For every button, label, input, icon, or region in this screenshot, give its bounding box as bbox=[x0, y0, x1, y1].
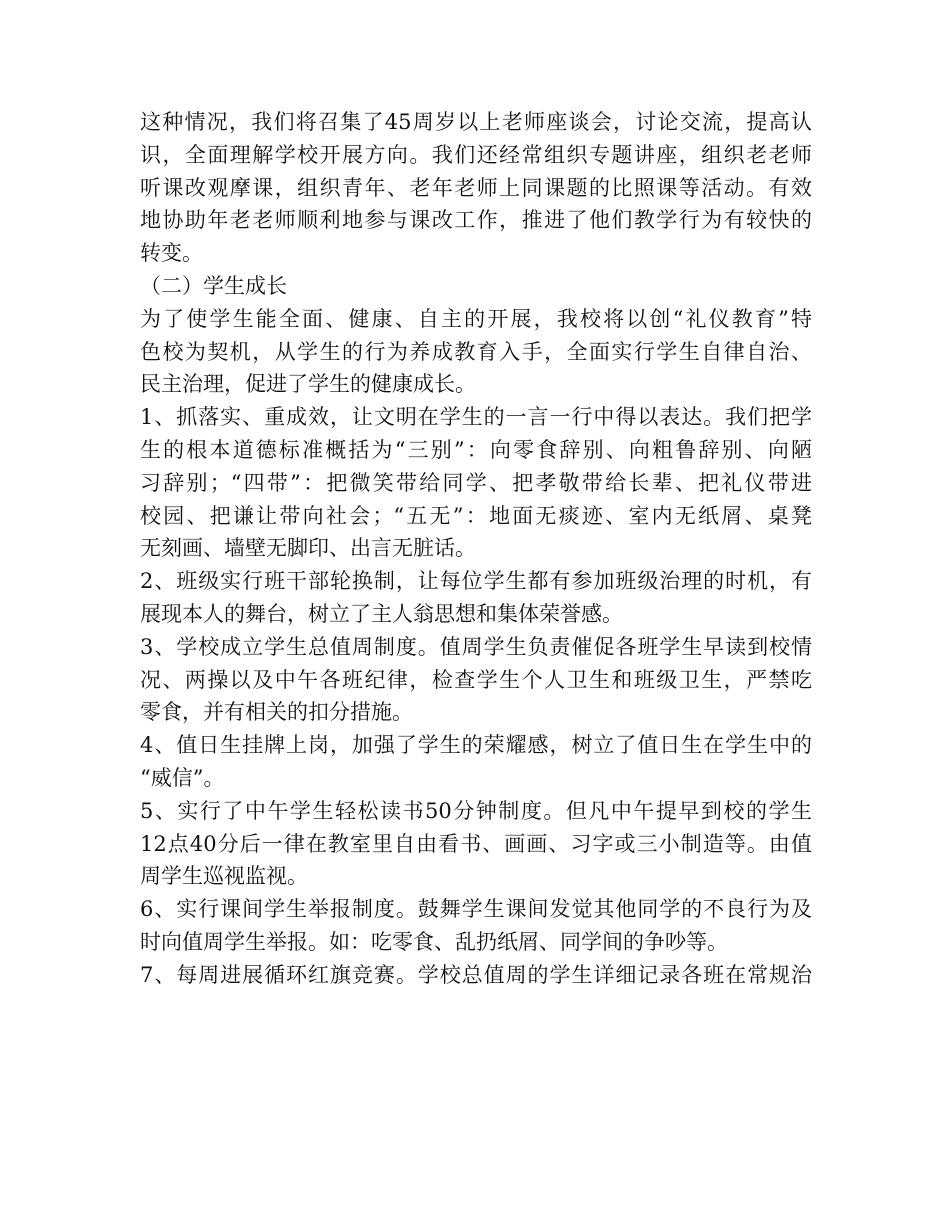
text-line: 况、两操以及中午各班纪律，检查学生个人卫生和班级卫生，严禁吃 bbox=[140, 667, 812, 692]
text-line: 地协助年老老师顺利地参与课改工作，推进了他们教学行为有较快的 bbox=[140, 208, 812, 233]
text-line: 零食，并有相关的扣分措施。 bbox=[140, 700, 413, 725]
text-line: 色校为契机，从学生的行为养成教育入手，全面实行学生自律自治、 bbox=[140, 339, 812, 364]
text-line: 7、每周进展循环红旗竞赛。学校总值周的学生详细记录各班在常规治 bbox=[140, 962, 812, 987]
text-line: 5、实行了中午学生轻松读书50分钟制度。但凡中午提早到校的学生 bbox=[140, 798, 812, 823]
text-line: 6、实行课间学生举报制度。鼓舞学生课间发觉其他同学的不良行为及 bbox=[140, 897, 812, 922]
text-line: 3、学校成立学生总值周制度。值周学生负责催促各班学生早读到校情 bbox=[140, 634, 812, 659]
text-line: 习辞别；“四带”：把微笑带给同学、把孝敬带给长辈、把礼仪带进 bbox=[140, 470, 812, 495]
text-line: 生的根本道德标准概括为“三别”：向零食辞别、向粗鲁辞别、向陋 bbox=[140, 437, 812, 462]
text-line: 听课改观摩课，组织青年、老年老师上同课题的比照课等活动。有效 bbox=[140, 175, 812, 200]
text-line: 时向值周学生举报。如：吃零食、乱扔纸屑、同学间的争吵等。 bbox=[140, 929, 728, 954]
text-line: 12点40分后一律在教室里自由看书、画画、习字或三小制造等。由值 bbox=[140, 831, 812, 856]
text-line: 无刻画、墙壁无脚印、出言无脏话。 bbox=[140, 536, 476, 561]
text-line: 民主治理，促进了学生的健康成长。 bbox=[140, 372, 476, 397]
text-line: 周学生巡视监视。 bbox=[140, 864, 308, 889]
text-line: 识，全面理解学校开展方向。我们还经常组织专题讲座，组织老老师 bbox=[140, 142, 812, 167]
text-line: （二）学生成长 bbox=[140, 273, 287, 298]
document-body bbox=[140, 106, 812, 992]
text-line: 1、抓落实、重成效，让文明在学生的一言一行中得以表达。我们把学 bbox=[140, 405, 812, 430]
text-line: 校园、把谦让带向社会；“五无”：地面无痰迹、室内无纸屑、桌凳 bbox=[140, 503, 812, 528]
text-line: 这种情况，我们将召集了45周岁以上老师座谈会，讨论交流，提高认 bbox=[140, 110, 812, 134]
text-line: 2、班级实行班干部轮换制，让每位学生都有参加班级治理的时机，有 bbox=[140, 569, 812, 594]
text-line: 展现本人的舞台，树立了主人翁思想和集体荣誉感。 bbox=[140, 601, 623, 626]
text-line: 为了使学生能全面、健康、自主的开展，我校将以创“礼仪教育”特 bbox=[140, 306, 812, 331]
text-line: 转变。 bbox=[140, 241, 203, 266]
text-line: 4、值日生挂牌上岗，加强了学生的荣耀感，树立了值日生在学生中的 bbox=[140, 733, 812, 758]
text-line: “威信”。 bbox=[140, 765, 225, 790]
